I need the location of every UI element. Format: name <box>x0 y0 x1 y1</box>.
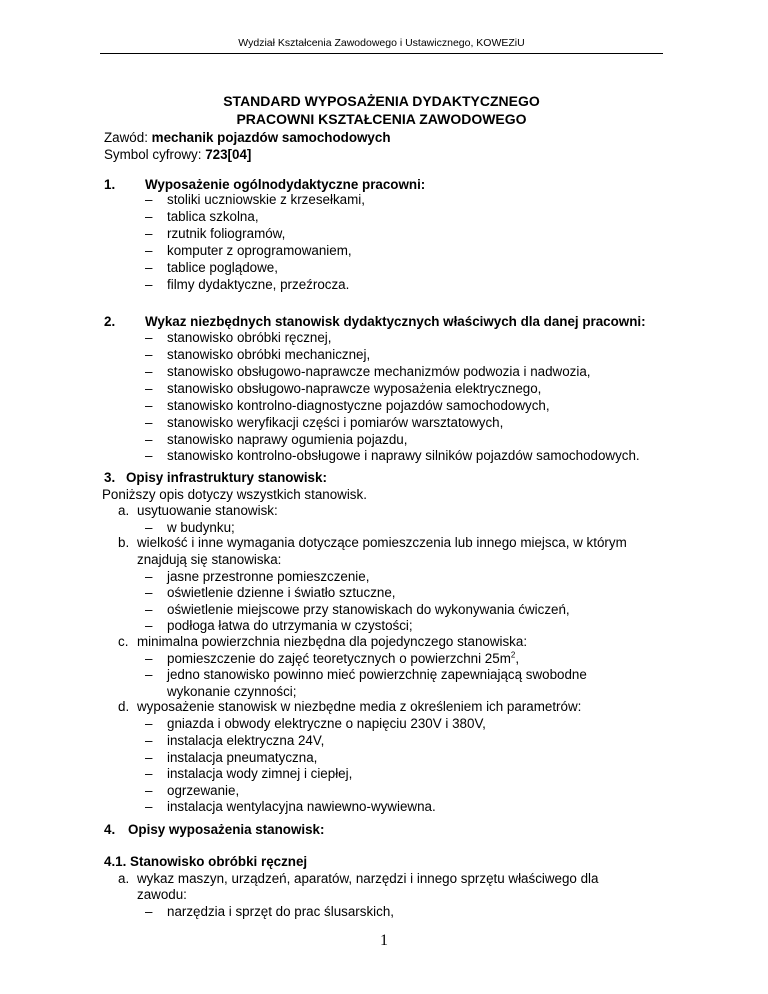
item-letter: d. <box>118 699 130 714</box>
list-item: stanowisko obsługowo-naprawcze wyposażenia elektrycznego, <box>167 381 542 396</box>
list-item: stanowisko kontrolno-diagnostyczne pojazdów samochodowych, <box>167 398 550 413</box>
list-item: jedno stanowisko powinno mieć powierzchnię zapewniającą swobodne <box>167 667 587 682</box>
document-title-line1: STANDARD WYPOSAŻENIA DYDAKTYCZNEGO <box>223 93 540 109</box>
list-dash: – <box>145 667 153 682</box>
list-dash: – <box>145 448 153 463</box>
section4-subheading: 4.1. Stanowisko obróbki ręcznej <box>104 854 308 869</box>
item-letter: b. <box>118 535 130 550</box>
list-dash: – <box>145 209 153 224</box>
section2-heading: Wykaz niezbędnych stanowisk dydaktycznych właściwych dla danej pracowni: <box>145 314 646 329</box>
list-item: stanowisko kontrolno-obsługowe i naprawy silników pojazdów samochodowych. <box>167 448 640 463</box>
list-item: tablica szkolna, <box>167 209 259 224</box>
list-dash: – <box>145 750 153 765</box>
list-dash: – <box>145 226 153 241</box>
list-dash: – <box>145 766 153 781</box>
profession-line <box>104 129 391 146</box>
list-item: instalacja elektryczna 24V, <box>167 733 325 748</box>
list-item: jasne przestronne pomieszczenie, <box>167 569 370 584</box>
list-item: rzutnik foliogramów, <box>167 226 286 241</box>
list-dash: – <box>145 260 153 275</box>
list-dash: – <box>145 799 153 814</box>
section4-number: 4. <box>104 822 116 837</box>
page-number: 1 <box>380 932 388 949</box>
list-dash: – <box>145 192 153 207</box>
header-rule <box>100 53 663 54</box>
list-dash: – <box>145 243 153 258</box>
item-letter: c. <box>118 634 129 649</box>
list-dash: – <box>145 364 153 379</box>
item-text-continued: zawodu: <box>137 887 187 902</box>
list-item: stanowisko obsługowo-naprawcze mechanizmów podwozia i nadwozia, <box>167 364 591 379</box>
list-dash: – <box>145 716 153 731</box>
profession-label: Zawód: <box>104 130 148 145</box>
list-dash: – <box>145 330 153 345</box>
list-item: tablice poglądowe, <box>167 260 278 275</box>
list-dash: – <box>145 432 153 447</box>
list-dash: – <box>145 733 153 748</box>
list-item: komputer z oprogramowaniem, <box>167 243 352 258</box>
item-letter: a. <box>118 503 130 518</box>
list-dash: – <box>145 585 153 600</box>
list-item: stoliki uczniowskie z krzesełkami, <box>167 192 365 207</box>
symbol-line <box>104 146 251 163</box>
area-text: pomieszczenie do zajęć teoretycznych o powierzchni 25m <box>167 651 511 666</box>
list-item: gniazda i obwody elektryczne o napięciu 230V i 380V, <box>167 716 486 731</box>
list-item: oświetlenie dzienne i światło sztuczne, <box>167 585 396 600</box>
section1-heading: Wyposażenie ogólnodydaktyczne pracowni: <box>145 177 426 192</box>
list-item: stanowisko naprawy ogumienia pojazdu, <box>167 432 408 447</box>
page-header: Wydział Kształcenia Zawodowego i Ustawicznego, KOWEZiU <box>238 37 525 49</box>
item-text-continued: znajdują się stanowiska: <box>137 552 282 567</box>
list-dash: – <box>145 520 153 535</box>
item-text: wykaz maszyn, urządzeń, aparatów, narzędzi i innego sprzętu właściwego dla <box>137 871 599 886</box>
symbol-label: Symbol cyfrowy: <box>104 147 202 162</box>
list-dash: – <box>145 783 153 798</box>
section4-heading: Opisy wyposażenia stanowisk: <box>128 822 325 837</box>
list-dash: – <box>145 415 153 430</box>
area-text-end: , <box>515 651 520 666</box>
list-dash: – <box>145 602 153 617</box>
list-item-continued: wykonanie czynności; <box>167 684 297 699</box>
list-dash: – <box>145 904 153 919</box>
document-title-line2: PRACOWNI KSZTAŁCENIA ZAWODOWEGO <box>236 111 527 127</box>
symbol-value: 723[04] <box>205 147 252 162</box>
section2-number: 2. <box>104 314 116 329</box>
item-text: usytuowanie stanowisk: <box>137 503 278 518</box>
section3-heading: Opisy infrastruktury stanowisk: <box>126 470 327 485</box>
list-dash: – <box>145 569 153 584</box>
list-item: instalacja pneumatyczna, <box>167 750 318 765</box>
section3-number: 3. <box>104 470 116 485</box>
list-item: oświetlenie miejscowe przy stanowiskach do wykonywania ćwiczeń, <box>167 602 570 617</box>
list-item: podłoga łatwa do utrzymania w czystości; <box>167 618 413 633</box>
list-item-area <box>167 650 519 667</box>
list-item: ogrzewanie, <box>167 783 240 798</box>
list-item: stanowisko weryfikacji części i pomiarów warsztatowych, <box>167 415 504 430</box>
list-item: filmy dydaktyczne, przeźrocza. <box>167 277 350 292</box>
section1-number: 1. <box>104 177 116 192</box>
section3-intro: Poniższy opis dotyczy wszystkich stanowisk. <box>102 487 367 502</box>
item-text: wielkość i inne wymagania dotyczące pomieszczenia lub innego miejsca, w którym <box>137 535 627 550</box>
list-dash: – <box>145 398 153 413</box>
list-item: w budynku; <box>167 520 235 535</box>
list-dash: – <box>145 381 153 396</box>
list-item: stanowisko obróbki mechanicznej, <box>167 347 371 362</box>
item-text: minimalna powierzchnia niezbędna dla pojedynczego stanowiska: <box>137 634 528 649</box>
list-dash: – <box>145 651 153 666</box>
profession-value: mechanik pojazdów samochodowych <box>151 130 391 145</box>
list-dash: – <box>145 277 153 292</box>
area-superscript: 2 <box>510 650 516 660</box>
list-item: stanowisko obróbki ręcznej, <box>167 330 332 345</box>
item-letter: a. <box>118 871 130 886</box>
list-item: narzędzia i sprzęt do prac ślusarskich, <box>167 904 394 919</box>
list-item: instalacja wody zimnej i ciepłej, <box>167 766 353 781</box>
list-item: instalacja wentylacyjna nawiewno-wywiewna. <box>167 799 436 814</box>
item-text: wyposażenie stanowisk w niezbędne media z określeniem ich parametrów: <box>137 699 582 714</box>
list-dash: – <box>145 347 153 362</box>
list-dash: – <box>145 618 153 633</box>
